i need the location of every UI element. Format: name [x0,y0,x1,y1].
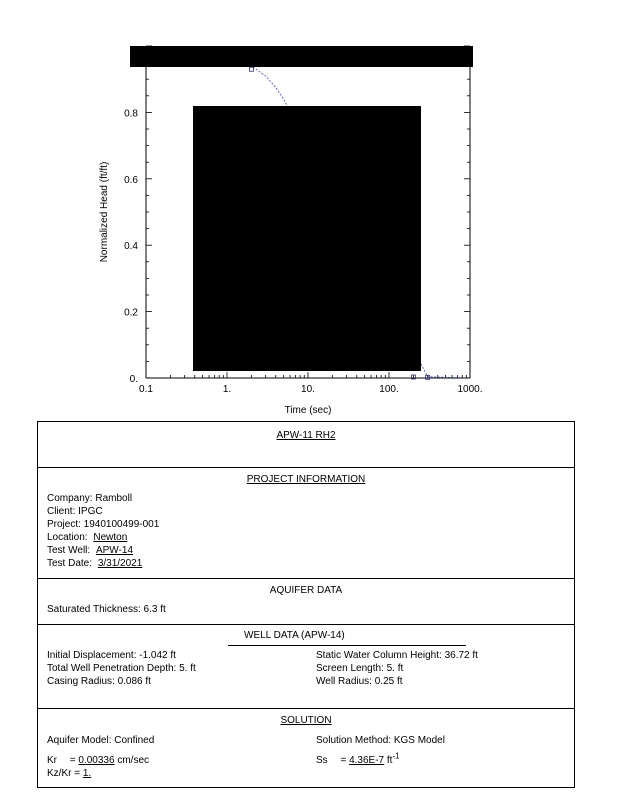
well-data-header-rule [228,645,466,646]
aquifer-data-header: AQUIFER DATA [269,585,343,596]
ss-unit: ft [386,755,393,766]
x-tick-label: 0.1 [139,384,153,395]
project: Project: 1940100499-001 [47,519,160,530]
y-tick-label: 0.8 [124,108,138,120]
penetration-depth: Total Well Penetration Depth: 5. ft [47,663,196,674]
divider [38,624,574,625]
ss-equals: = [340,755,347,766]
test-date [47,558,142,570]
x-tick-label: 100. [379,384,399,395]
kr-label: Kr [47,755,57,766]
divider [38,708,574,709]
ss-result [316,751,400,767]
y-tick-label: 0.2 [124,307,138,319]
x-tick-label: 1. [222,384,232,395]
test-well-label: Test Well: [47,545,91,556]
redaction-plot-area [193,106,421,371]
location [47,532,127,544]
project-info-header: PROJECT INFORMATION [246,474,366,485]
aquifer-model: Aquifer Model: Confined [47,735,155,746]
client: Client: IPGC [47,506,103,517]
x-axis-label: Time (sec) [284,405,332,416]
x-tick-label: 1000. [457,384,483,395]
well-data-header: WELL DATA (APW-14) [244,630,345,641]
divider [38,578,574,579]
report-panel [37,421,575,788]
saturated-thickness: Saturated Thickness: 6.3 ft [47,604,166,615]
y-tick-label: 0.4 [124,241,138,253]
test-well-value: APW-14 [95,545,134,556]
redaction-top-bar [130,46,473,67]
report-title: APW-11 RH2 [276,430,336,441]
ss-label: Ss [316,755,328,766]
kz-kr-value: 1. [82,768,92,779]
company: Company: Ramboll [47,493,133,504]
test-well [47,545,133,557]
solution-method: Solution Method: KGS Model [316,735,445,746]
ss-value: 4.36E-7 [349,755,385,766]
kr-equals: = [69,755,76,766]
test-date-value: 3/31/2021 [97,558,143,569]
ss-exponent: -1 [392,751,400,761]
observed-point [249,67,253,71]
kr-value: 0.00336 [78,755,115,766]
location-value: Newton [93,532,128,543]
kz-kr-result [47,768,91,780]
kz-kr-label: Kz/Kr = [47,768,81,779]
location-label: Location: [47,532,88,543]
divider [38,467,574,468]
test-date-label: Test Date: [47,558,93,569]
screen-length: Screen Length: 5. ft [316,663,404,674]
static-water-column: Static Water Column Height: 36.72 ft [316,650,478,661]
y-tick-label: 0.6 [124,174,138,186]
well-radius: Well Radius: 0.25 ft [316,676,403,687]
y-tick-label: 0. [129,374,138,385]
solution-header: SOLUTION [280,715,332,726]
kr-unit: cm/sec [117,755,150,766]
kr-result [47,755,149,767]
initial-displacement: Initial Displacement: -1.042 ft [47,650,176,661]
x-tick-label: 10. [301,384,315,395]
y-axis-label: Normalized Head (ft/ft) [99,161,110,263]
casing-radius: Casing Radius: 0.086 ft [47,676,151,687]
